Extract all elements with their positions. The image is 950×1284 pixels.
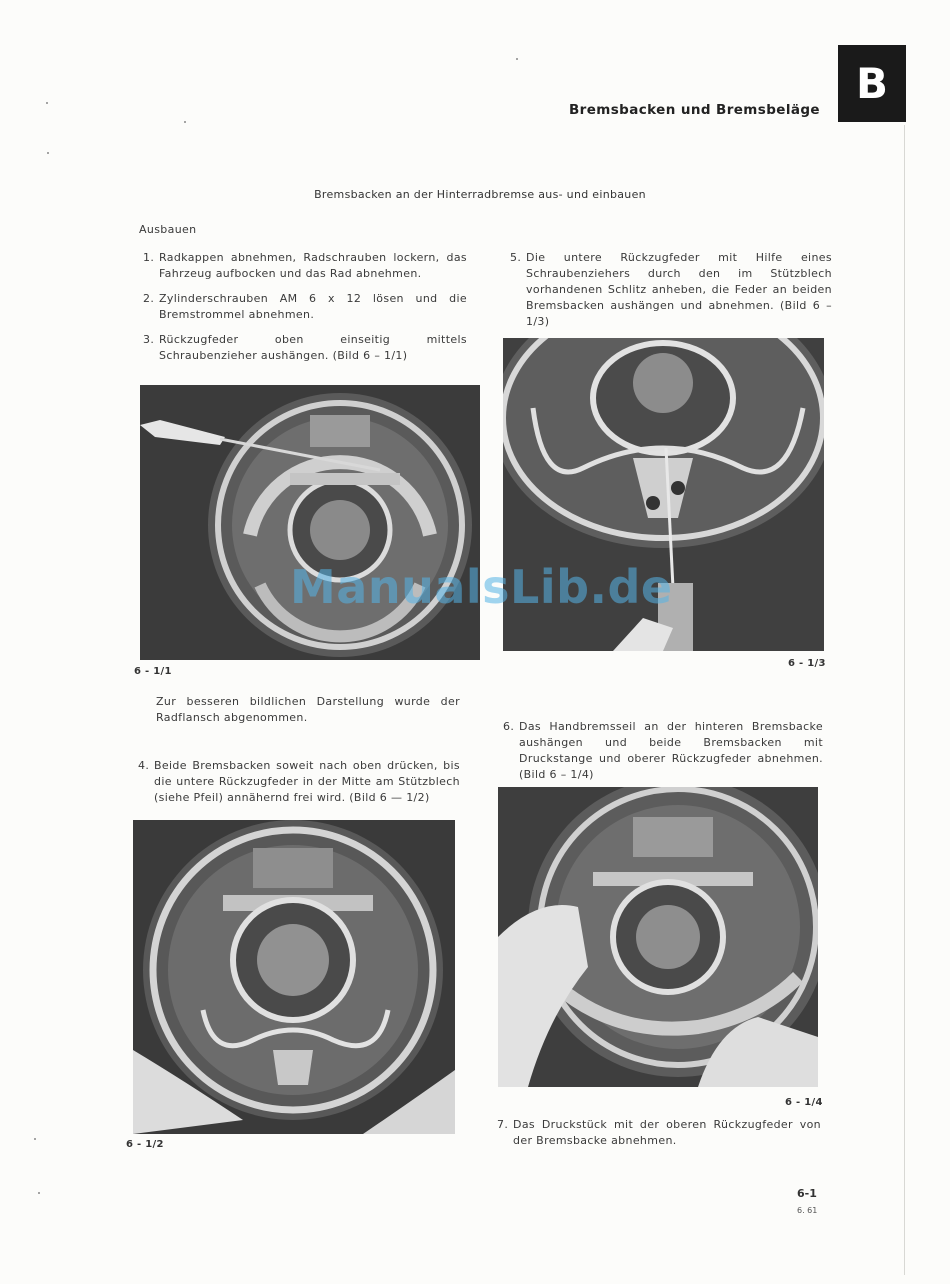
note-radflansch: Zur besseren bildlichen Darstellung wurde der Radflansch abgenommen. bbox=[156, 695, 460, 724]
scan-speck bbox=[38, 1192, 40, 1194]
subheading-ausbauen: Ausbauen bbox=[139, 223, 197, 236]
scan-speck bbox=[46, 102, 48, 104]
brake-removal-illustration bbox=[498, 787, 818, 1087]
caption-fig-6-1-3: 6 - 1/3 bbox=[788, 658, 826, 669]
section-title: Bremsbacken an der Hinterradbremse aus- und einbauen bbox=[314, 188, 646, 201]
caption-fig-6-1-2: 6 - 1/2 bbox=[126, 1139, 164, 1150]
page-edge-rule bbox=[904, 125, 905, 1275]
step-6: 6. Das Handbremsseil an der hinteren Bremsbacke aushängen und beide Bremsbacken mit Druckstange und oberer Rückzugfeder abnehmen. (Bild 6 – 1/4) bbox=[503, 720, 823, 781]
step-5: 5. Die untere Rückzugfeder mit Hilfe eines Schraubenziehers durch den im Stützblech vorhandenen Schlitz anheben, die Feder an beiden Bremsbacken aushängen und abnehmen. (Bild 6 – 1/3) bbox=[510, 251, 832, 328]
brake-shoes-illustration bbox=[133, 820, 455, 1134]
scan-speck bbox=[47, 152, 49, 154]
scan-speck bbox=[34, 1138, 36, 1140]
photo-brake-fig-6-1-1 bbox=[140, 385, 480, 660]
step-4: 4. Beide Bremsbacken soweit nach oben drücken, bis die untere Rückzugfeder in der Mitte am Stützblech (siehe Pfeil) annähernd frei wird. (Bild 6 — 1/2) bbox=[138, 759, 460, 804]
step-7: 7. Das Druckstück mit der oberen Rückzugfeder von der Bremsbacke abnehmen. bbox=[497, 1118, 821, 1147]
step-2: 2. Zylinderschrauben AM 6 x 12 lösen und die Bremstrommel abnehmen. bbox=[143, 292, 467, 321]
page-header-title: Bremsbacken und Bremsbeläge bbox=[568, 102, 820, 118]
page-number: 6-1 bbox=[797, 1187, 817, 1200]
caption-fig-6-1-4: 6 - 1/4 bbox=[785, 1097, 823, 1108]
section-tab: B bbox=[838, 45, 906, 122]
brake-assembly-illustration bbox=[140, 385, 480, 660]
scan-speck bbox=[184, 121, 186, 123]
watermark-text: ManualsLib.de bbox=[290, 560, 673, 614]
step-1: 1. Radkappen abnehmen, Radschrauben lockern, das Fahrzeug aufbocken und das Rad abnehmen. bbox=[143, 251, 467, 280]
photo-brake-fig-6-1-4 bbox=[498, 787, 818, 1087]
scan-speck bbox=[516, 58, 518, 60]
page-date: 6. 61 bbox=[797, 1206, 818, 1215]
step-3: 3. Rückzugfeder oben einseitig mittels Schraubenzieher aushängen. (Bild 6 – 1/1) bbox=[143, 333, 467, 362]
photo-brake-fig-6-1-2 bbox=[133, 820, 455, 1134]
steps-left-column bbox=[143, 250, 467, 364]
caption-fig-6-1-1: 6 - 1/1 bbox=[134, 666, 172, 677]
